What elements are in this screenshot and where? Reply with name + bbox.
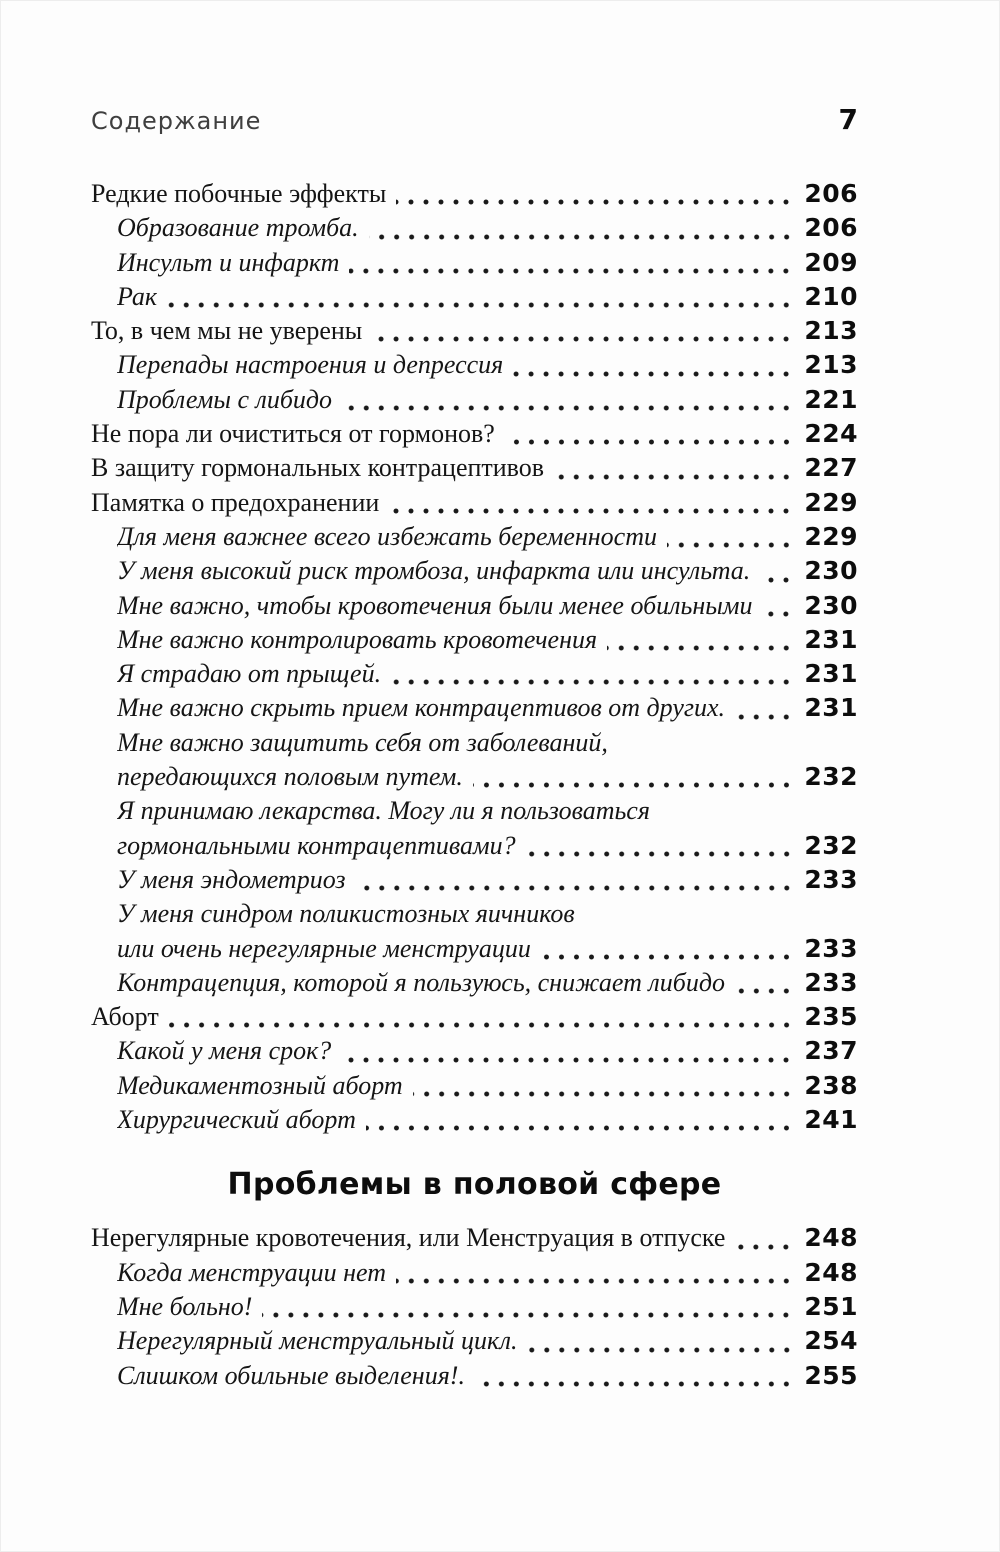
toc-entry-label: гормональными контрацептивами? xyxy=(117,830,516,860)
toc-entry xyxy=(91,177,858,211)
toc-entry-label: Редкие побочные эффекты xyxy=(91,179,387,208)
toc-entry xyxy=(91,1290,858,1324)
toc-entry-label: Слишком обильные выделения!. xyxy=(117,1360,465,1390)
toc-entry-page: 254 xyxy=(804,1326,858,1356)
toc-entry-page: 231 xyxy=(804,624,858,654)
toc-entry-page: 251 xyxy=(804,1291,858,1321)
toc-entry xyxy=(91,1103,858,1137)
toc-entry-label: Аборт xyxy=(91,1002,159,1032)
toc-entry xyxy=(91,589,858,623)
toc-entry xyxy=(91,1324,858,1358)
toc-entry-page: 241 xyxy=(804,1105,858,1135)
dot-leader xyxy=(475,1381,798,1387)
toc-entry-label: Мне важно скрыть прием контрацептивов от других. xyxy=(117,693,726,723)
toc-entry-page: 210 xyxy=(804,281,858,311)
toc-entry-label: У меня эндометриоз xyxy=(117,864,346,894)
running-header xyxy=(91,102,858,139)
toc-entry-label: Мне важно защитить себя от заболеваний, xyxy=(117,727,608,757)
toc-entry-page: 213 xyxy=(804,316,858,346)
dot-leader xyxy=(735,714,798,720)
toc-entry-page: 237 xyxy=(804,1036,858,1066)
dot-leader xyxy=(396,199,798,205)
toc-entry-label: Образование тромба. xyxy=(117,213,359,243)
toc-entry xyxy=(91,966,858,1000)
toc-entry-page: 233 xyxy=(804,933,858,963)
dot-leader xyxy=(735,1244,798,1250)
toc-entry xyxy=(91,1256,858,1290)
toc-entry-label: Мне больно! xyxy=(117,1291,253,1321)
page-number: 7 xyxy=(838,103,858,136)
dot-leader xyxy=(356,885,799,891)
dot-leader xyxy=(505,439,798,445)
toc-entry-label: У меня синдром поликистозных яичников xyxy=(117,899,575,929)
toc-entry-label: Памятка о предохранении xyxy=(91,487,380,517)
section-heading: Проблемы в половой сфере xyxy=(227,1167,722,1203)
toc-entry-page: 232 xyxy=(804,762,858,792)
toc-entry-label: Я страдаю от прыщей. xyxy=(117,659,382,689)
toc-entry-page: 206 xyxy=(804,213,858,243)
toc-entry-page: 238 xyxy=(804,1070,858,1100)
dot-leader xyxy=(369,234,799,240)
toc-entry-label: Проблемы с либидо xyxy=(117,384,333,414)
dot-leader xyxy=(391,679,798,685)
toc-entry xyxy=(91,246,858,280)
toc-entry-label: передающихся половым путем. xyxy=(117,762,463,792)
dot-leader xyxy=(372,336,798,342)
dot-leader xyxy=(349,268,798,274)
toc-entry-page: 227 xyxy=(804,453,858,483)
toc-entry-page: 231 xyxy=(804,693,858,723)
toc-entry xyxy=(91,1000,858,1034)
dot-leader xyxy=(760,577,798,583)
dot-leader xyxy=(396,1278,798,1284)
toc-entry-page: 231 xyxy=(804,659,858,689)
toc-entry xyxy=(91,829,858,863)
toc-entry-label: Для меня важнее всего избежать беременности xyxy=(117,521,657,551)
toc-entry-page: 230 xyxy=(804,556,858,586)
toc-entry-label: Когда менструации нет xyxy=(117,1257,386,1287)
toc-entry-label: В защиту гормональных контрацептивов xyxy=(91,453,545,483)
toc-entry-label: Перепады настроения и депрессия xyxy=(117,350,504,380)
toc-entry xyxy=(91,1221,858,1255)
dot-leader xyxy=(473,782,798,788)
dot-leader xyxy=(389,508,798,514)
dot-leader xyxy=(262,1312,798,1318)
toc-entry xyxy=(91,794,858,828)
toc-entry-label: То, в чем мы не уверены xyxy=(91,316,363,346)
toc-entry-label: У меня высокий риск тромбоза, инфаркта или инсульта. xyxy=(117,556,751,586)
dot-leader xyxy=(341,1057,798,1063)
toc-entry xyxy=(91,1359,858,1393)
toc-entry-page: 213 xyxy=(804,350,858,380)
toc-entry-label: Нерегулярные кровотечения, или Менструация в отпуске xyxy=(91,1223,726,1253)
toc-entry xyxy=(91,554,858,588)
toc-entry-label: Инсульт и инфаркт xyxy=(117,247,340,277)
dot-leader xyxy=(366,1125,798,1131)
toc-entry-label: Мне важно контролировать кровотечения xyxy=(117,624,598,654)
dot-leader xyxy=(762,611,798,617)
toc-entry-page: 233 xyxy=(804,864,858,894)
toc-entry xyxy=(91,691,858,725)
toc-entry-label: или очень нерегулярные менструации xyxy=(117,933,531,963)
toc-entry-page: 229 xyxy=(804,521,858,551)
toc-entry xyxy=(91,417,858,451)
toc-entry xyxy=(91,280,858,314)
dot-leader xyxy=(735,988,798,994)
dot-leader xyxy=(554,474,798,480)
dot-leader xyxy=(528,1347,799,1353)
toc-entry-page: 209 xyxy=(804,247,858,277)
dot-leader xyxy=(167,302,798,308)
toc-entry-page: 248 xyxy=(804,1257,858,1287)
toc-entry xyxy=(91,451,858,485)
toc-entry-page: 206 xyxy=(804,179,858,208)
toc-entry-page: 248 xyxy=(804,1223,858,1253)
toc-entry xyxy=(91,932,858,966)
toc-entry xyxy=(91,897,858,931)
toc-entry-label: Контрацепция, которой я пользуюсь, снижает либидо xyxy=(117,967,725,997)
dot-leader xyxy=(413,1091,799,1097)
toc-entry-page: 235 xyxy=(804,1002,858,1032)
toc-entry-label: Хирургический аборт xyxy=(117,1105,356,1135)
toc-entry xyxy=(91,623,858,657)
toc-entry-page: 233 xyxy=(804,967,858,997)
toc-entry xyxy=(91,211,858,245)
dot-leader xyxy=(342,405,798,411)
toc-entry xyxy=(91,1034,858,1068)
toc-entry-label: Мне важно, чтобы кровотечения были менее обильными xyxy=(117,590,753,620)
toc-entry xyxy=(91,314,858,348)
toc-entry xyxy=(91,520,858,554)
toc-entry xyxy=(91,726,858,760)
toc-entry-page: 224 xyxy=(804,419,858,449)
toc-entry-page: 232 xyxy=(804,830,858,860)
toc-entry-page: 221 xyxy=(804,384,858,414)
dot-leader xyxy=(607,645,798,651)
toc-entry-label: Не пора ли очиститься от гормонов? xyxy=(91,419,495,449)
toc-entry xyxy=(91,657,858,691)
toc-entry-label: Какой у меня срок? xyxy=(117,1036,332,1066)
toc-entry xyxy=(91,863,858,897)
dot-leader xyxy=(513,371,798,377)
toc-entry-label: Медикаментозный аборт xyxy=(117,1070,403,1100)
toc-list xyxy=(91,177,858,1393)
toc-entry xyxy=(91,760,858,794)
toc-entry-page: 229 xyxy=(804,487,858,517)
toc-entry-label: Рак xyxy=(117,281,158,311)
toc-entry-page: 230 xyxy=(804,590,858,620)
toc-entry-label: Я принимаю лекарства. Могу ли я пользоваться xyxy=(117,796,650,826)
toc-entry xyxy=(91,1069,858,1103)
dot-leader xyxy=(541,954,798,960)
dot-leader xyxy=(667,542,798,548)
toc-entry-page: 255 xyxy=(804,1360,858,1390)
dot-leader xyxy=(169,1022,799,1028)
dot-leader xyxy=(526,851,799,857)
toc-entry-label: Нерегулярный менструальный цикл. xyxy=(117,1326,518,1356)
toc-entry xyxy=(91,486,858,520)
running-header-title: Содержание xyxy=(91,107,262,135)
toc-entry xyxy=(91,383,858,417)
toc-entry xyxy=(91,348,858,382)
